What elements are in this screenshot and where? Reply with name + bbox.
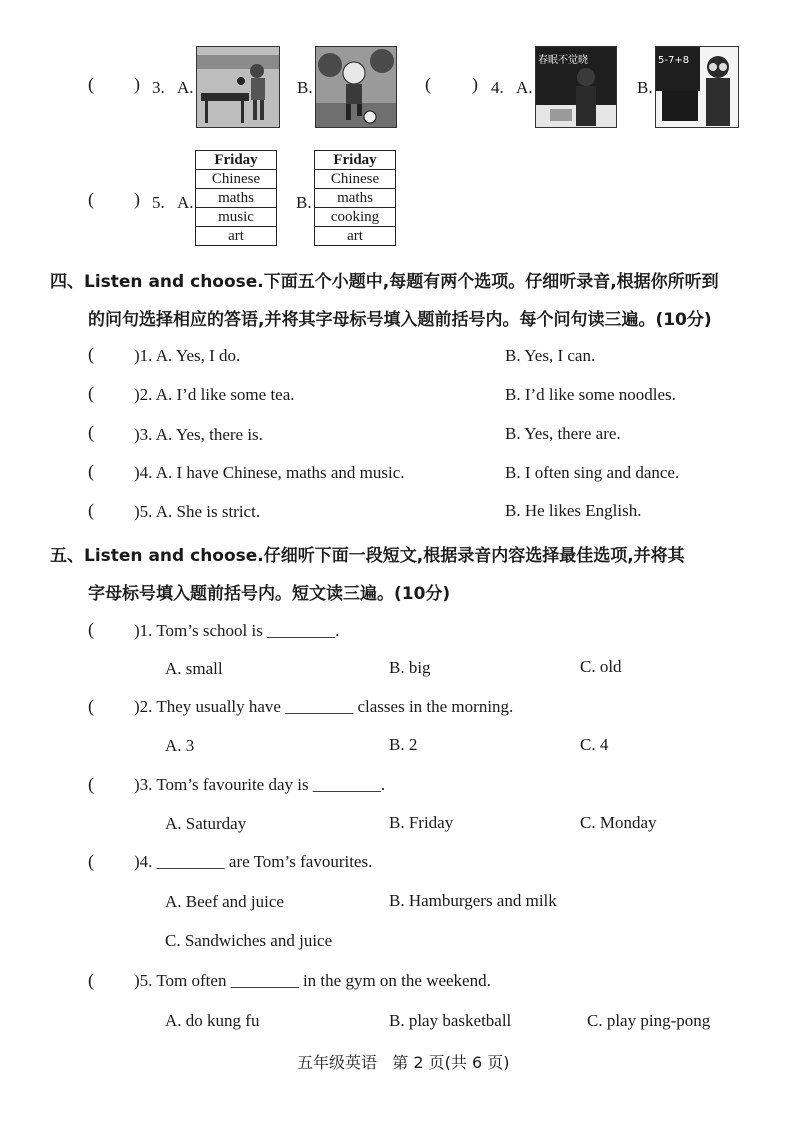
chinese-teacher-picture — [535, 46, 617, 128]
s5-q2-option-c: C. 4 — [580, 735, 609, 754]
question-number-5: 5. — [152, 193, 165, 212]
answer-paren: ( — [88, 774, 94, 794]
football-illustration — [316, 47, 396, 127]
s5-question-1: )1. Tom’s school is ________. — [134, 621, 340, 640]
s5-q5-option-b: B. play basketball — [389, 1011, 512, 1030]
s5-question-4: )4. ________ are Tom’s favourites. — [134, 852, 373, 871]
option-label-3a: A. — [177, 78, 194, 97]
s4-q1-option-a: )1. A. Yes, I do. — [134, 346, 241, 365]
timetable-a-day: Friday — [196, 151, 277, 170]
option-label-5a: A. — [177, 193, 194, 212]
timetable-b — [314, 150, 396, 246]
timetable-a-subject: music — [196, 208, 277, 227]
answer-paren-close-4: ) — [472, 74, 478, 94]
s5-question-3: )3. Tom’s favourite day is ________. — [134, 775, 386, 794]
s5-q1-option-b: B. big — [389, 658, 431, 677]
section-4-heading-cont: 的问句选择相应的答语,并将其字母标号填入题前括号内。每个问句读三遍。(10分) — [88, 310, 712, 330]
timetable-a-subject: maths — [196, 189, 277, 208]
s5-q4-option-b: B. Hamburgers and milk — [389, 891, 557, 910]
s4-q5-option-b: B. He likes English. — [505, 501, 642, 520]
s5-q3-option-a: A. Saturday — [165, 814, 247, 833]
timetable-b-subject: cooking — [315, 208, 396, 227]
option-label-4a: A. — [516, 78, 533, 97]
section-5-heading-cont: 字母标号填入题前括号内。短文读三遍。(10分) — [88, 584, 451, 604]
s4-q2-option-a: )2. A. I’d like some tea. — [134, 385, 295, 404]
s5-q4-option-c: C. Sandwiches and juice — [165, 931, 333, 950]
blackboard-text-a: 春眠不觉晓 — [538, 55, 588, 66]
timetable-b-day: Friday — [315, 151, 396, 170]
answer-paren-3: ( — [88, 74, 94, 94]
answer-paren: ( — [88, 619, 94, 639]
answer-paren: ( — [88, 422, 94, 442]
s4-q2-option-b: B. I’d like some noodles. — [505, 385, 676, 404]
question-number-3: 3. — [152, 78, 165, 97]
s5-question-2: )2. They usually have ________ classes in the morning. — [134, 697, 514, 716]
timetable-b-subject: Chinese — [315, 170, 396, 189]
s5-question-5: )5. Tom often ________ in the gym on the weekend. — [134, 971, 491, 990]
answer-paren: ( — [88, 344, 94, 364]
s5-q3-option-b: B. Friday — [389, 813, 454, 832]
ping-pong-illustration — [197, 47, 279, 127]
s4-q3-option-b: B. Yes, there are. — [505, 424, 621, 443]
timetable-a-subject: Chinese — [196, 170, 277, 189]
answer-paren: ( — [88, 383, 94, 403]
answer-paren-close-5: ) — [134, 189, 140, 209]
s5-q2-option-b: B. 2 — [389, 735, 418, 754]
answer-paren-4: ( — [425, 74, 431, 94]
s5-q5-option-c: C. play ping-pong — [587, 1011, 711, 1030]
section-5-heading: 五、Listen and choose.仔细听下面一段短文,根据录音内容选择最佳选项,并将其 — [50, 546, 685, 566]
blackboard-text-b: 5-7+8 — [658, 55, 690, 66]
s4-q3-option-a: )3. A. Yes, there is. — [134, 425, 263, 444]
s4-q5-option-a: )5. A. She is strict. — [134, 502, 261, 521]
option-label-4b: B. — [637, 78, 653, 97]
option-label-5b: B. — [296, 193, 312, 212]
s5-q4-option-a: A. Beef and juice — [165, 892, 284, 911]
option-label-3b: B. — [297, 78, 313, 97]
answer-paren: ( — [88, 696, 94, 716]
timetable-a-subject: art — [196, 227, 277, 246]
section-4-heading: 四、Listen and choose.下面五个小题中,每题有两个选项。仔细听录音,根据你所听到 — [50, 272, 719, 292]
answer-paren: ( — [88, 461, 94, 481]
question-number-4: 4. — [491, 78, 504, 97]
answer-paren: ( — [88, 500, 94, 520]
ping-pong-picture — [196, 46, 280, 128]
timetable-b-subject: maths — [315, 189, 396, 208]
timetable-a — [195, 150, 277, 246]
s5-q5-option-a: A. do kung fu — [165, 1011, 260, 1030]
s5-q1-option-c: C. old — [580, 657, 622, 676]
answer-paren: ( — [88, 970, 94, 990]
s4-q1-option-b: B. Yes, I can. — [505, 346, 596, 365]
maths-teacher-picture — [655, 46, 739, 128]
answer-paren-5: ( — [88, 189, 94, 209]
s4-q4-option-a: )4. A. I have Chinese, maths and music. — [134, 463, 405, 482]
s5-q3-option-c: C. Monday — [580, 813, 657, 832]
s5-q1-option-a: A. small — [165, 659, 223, 678]
timetable-b-subject: art — [315, 227, 396, 246]
answer-paren: ( — [88, 851, 94, 871]
s4-q4-option-b: B. I often sing and dance. — [505, 463, 680, 482]
football-picture — [315, 46, 397, 128]
page-footer: 五年级英语 第 2 页(共 6 页) — [297, 1053, 510, 1072]
answer-paren-close-3: ) — [134, 74, 140, 94]
s5-q2-option-a: A. 3 — [165, 736, 195, 755]
